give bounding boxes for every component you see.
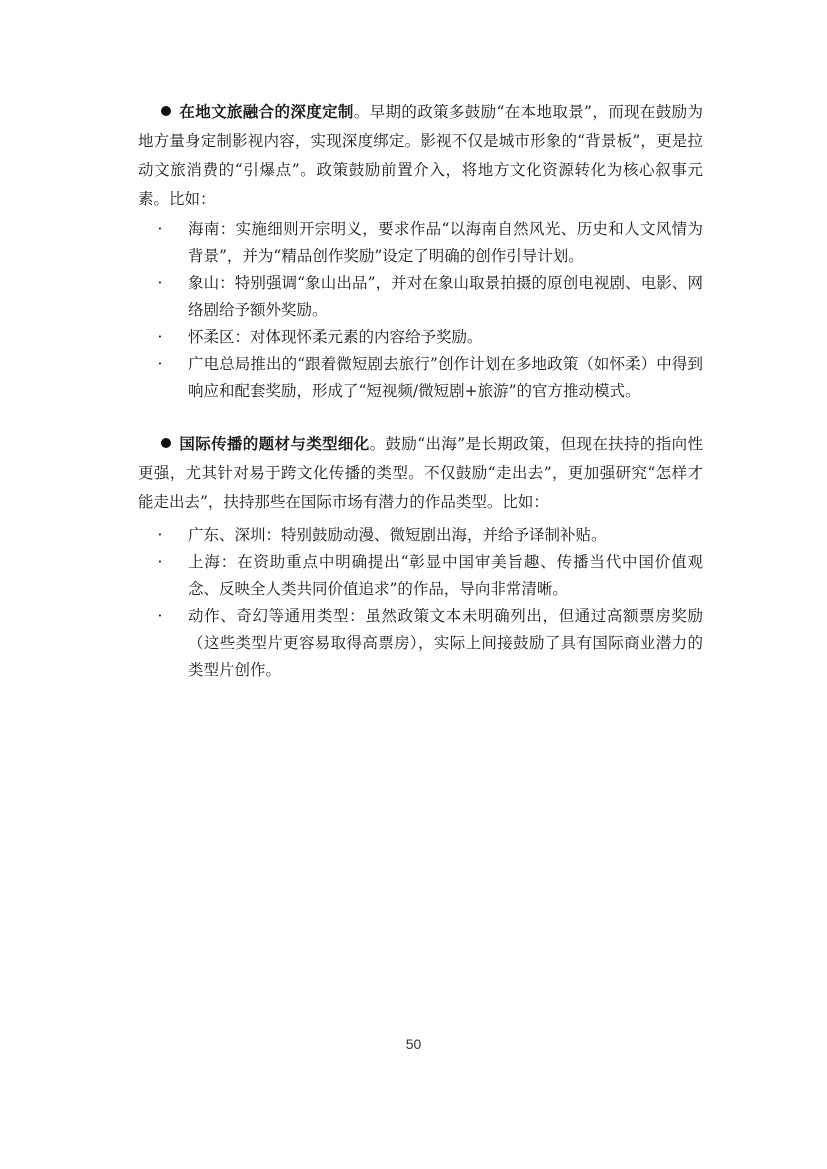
list-item	[155, 324, 703, 351]
filled-circle-bullet-icon	[161, 438, 171, 448]
middle-dot-bullet-icon: ·	[157, 607, 163, 625]
section-local-tourism	[138, 98, 703, 214]
section-body-text: 。早期的政策多鼓励“在本地取景”，而现在鼓励为地方量身定制影视内容，实现深度绑定。影视不仅是城市形象的“背景板”，更是拉动文旅消费的“引爆点”。政策鼓励前置介入，将地方文化资源转化为核心叙事元素。比如：	[138, 103, 703, 208]
list-item-text: 动作、奇幻等通用类型：虽然政策文本未明确列出，但通过高额票房奖励（这些类型片更容易取得高票房），实际上间接鼓励了具有国际商业潜力的类型片创作。	[188, 607, 703, 679]
section-international-communication	[138, 430, 703, 517]
middle-dot-bullet-icon: ·	[157, 328, 163, 346]
list-item-text: 象山：特别强调“象山出品”，并对在象山取景拍摄的原创电视剧、电影、网络剧给予额外奖励。	[188, 274, 703, 319]
middle-dot-bullet-icon: ·	[157, 526, 163, 544]
section-body-text: 。鼓励“出海”是长期政策，但现在扶持的指向性更强，尤其针对易于跨文化传播的类型。不仅鼓励“走出去”，更加强研究“怎样才能走出去”，扶持那些在国际市场有潜力的作品类型。比如：	[138, 435, 703, 511]
middle-dot-bullet-icon: ·	[157, 355, 163, 373]
list-item-text: 广电总局推出的“跟着微短剧去旅行”创作计划在多地政策（如怀柔）中得到响应和配套奖励，形成了“短视频/微短剧+旅游”的官方推动模式。	[188, 355, 703, 400]
list-item	[155, 549, 703, 603]
list-item-text: 上海：在资助重点中明确提出“彰显中国审美旨趣、传播当代中国价值观念、反映全人类共同价值追求”的作品，导向非常清晰。	[188, 553, 703, 598]
list-item	[155, 603, 703, 684]
filled-circle-bullet-icon	[161, 106, 171, 116]
section-lead-heading: 国际传播的题材与类型细化	[179, 435, 370, 453]
list-item-text: 海南：实施细则开宗明义，要求作品“以海南自然风光、历史和人文风情为背景”，并为“精品创作奖励”设定了明确的创作引导计划。	[188, 220, 703, 265]
international-examples-list	[155, 522, 703, 684]
list-item	[155, 522, 703, 549]
page-number: 50	[405, 1036, 422, 1052]
list-item-text: 怀柔区：对体现怀柔元素的内容给予奖励。	[188, 328, 483, 346]
list-item	[155, 216, 703, 270]
list-item-text: 广东、深圳：特别鼓励动漫、微短剧出海，并给予译制补贴。	[188, 526, 607, 544]
section-paragraph	[138, 430, 703, 517]
middle-dot-bullet-icon: ·	[157, 274, 163, 292]
middle-dot-bullet-icon: ·	[157, 553, 163, 571]
section-paragraph	[138, 98, 703, 214]
list-item	[155, 270, 703, 324]
middle-dot-bullet-icon: ·	[157, 220, 163, 238]
local-tourism-examples-list	[155, 216, 703, 405]
section-lead-heading: 在地文旅融合的深度定制	[179, 103, 354, 121]
list-item	[155, 351, 703, 405]
